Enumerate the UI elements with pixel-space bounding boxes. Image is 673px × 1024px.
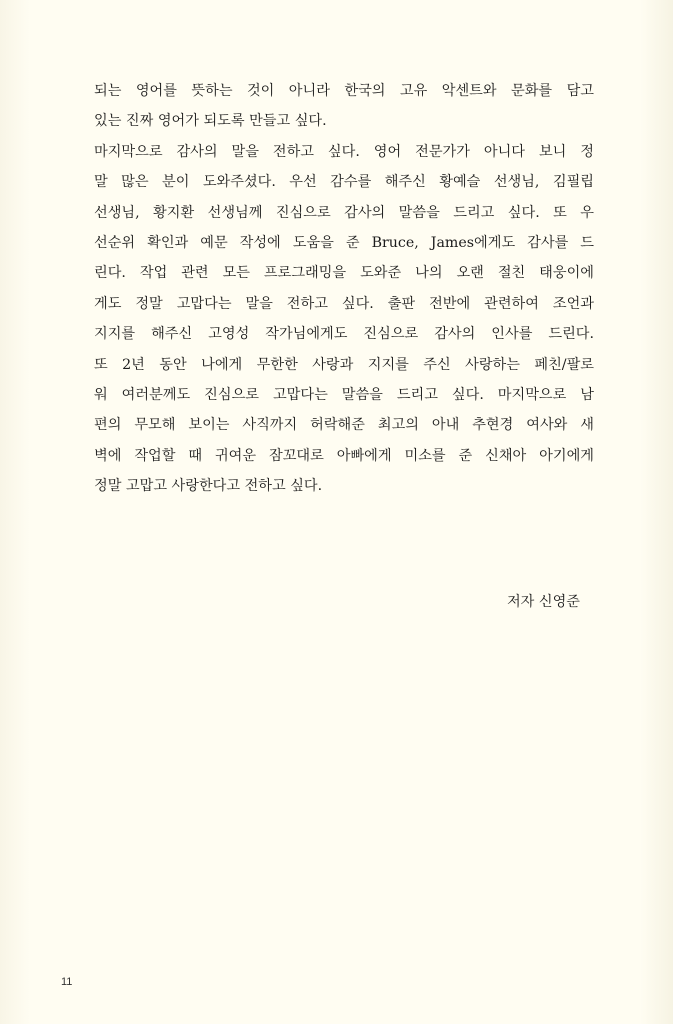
text-line: 편의 무모해 보이는 사직까지 허락해준 최고의 아내 추현경 여사와 새 [94, 417, 594, 434]
text-line: 정말 고맙고 사랑한다고 전하고 싶다. [94, 478, 323, 495]
text-line: 지지를 해주신 고영성 작가님에게도 진심으로 감사의 인사를 드린다. [94, 326, 594, 343]
page-number: 11 [61, 976, 73, 988]
author-signature: 저자 신영준 [506, 594, 580, 610]
text-line: 말 많은 분이 도와주셨다. 우선 감수를 해주신 황예슬 선생님, 김필립 [94, 174, 594, 191]
body-text [94, 76, 594, 501]
text-line: 선순위 확인과 예문 작성에 도움을 준 Bruce, James에게도 감사를 드 [94, 234, 594, 251]
text-line: 벽에 작업할 때 귀여운 잠꼬대로 아빠에게 미소를 준 신채아 아기에게 [94, 447, 594, 464]
text-line: 선생님, 황지환 선생님께 진심으로 감사의 말씀을 드리고 싶다. 또 우 [94, 204, 594, 221]
text-line: 워 여러분께도 진심으로 고맙다는 말씀을 드리고 싶다. 마지막으로 남 [94, 386, 594, 403]
text-line: 게도 정말 고맙다는 말을 전하고 싶다. 출판 전반에 관련하여 조언과 [94, 295, 594, 312]
text-line: 린다. 작업 관련 모든 프로그래밍을 도와준 나의 오랜 절친 태웅이에 [94, 265, 594, 282]
text-line: 되는 영어를 뜻하는 것이 아니라 한국의 고유 악센트와 문화를 담고 [94, 83, 594, 99]
text-line: 있는 진짜 영어가 되도록 만들고 싶다. [94, 113, 327, 130]
text-line: 마지막으로 감사의 말을 전하고 싶다. 영어 전문가가 아니다 보니 정 [94, 143, 594, 160]
text-line: 또 2년 동안 나에게 무한한 사랑과 지지를 주신 사랑하는 페친/팔로 [94, 356, 594, 373]
